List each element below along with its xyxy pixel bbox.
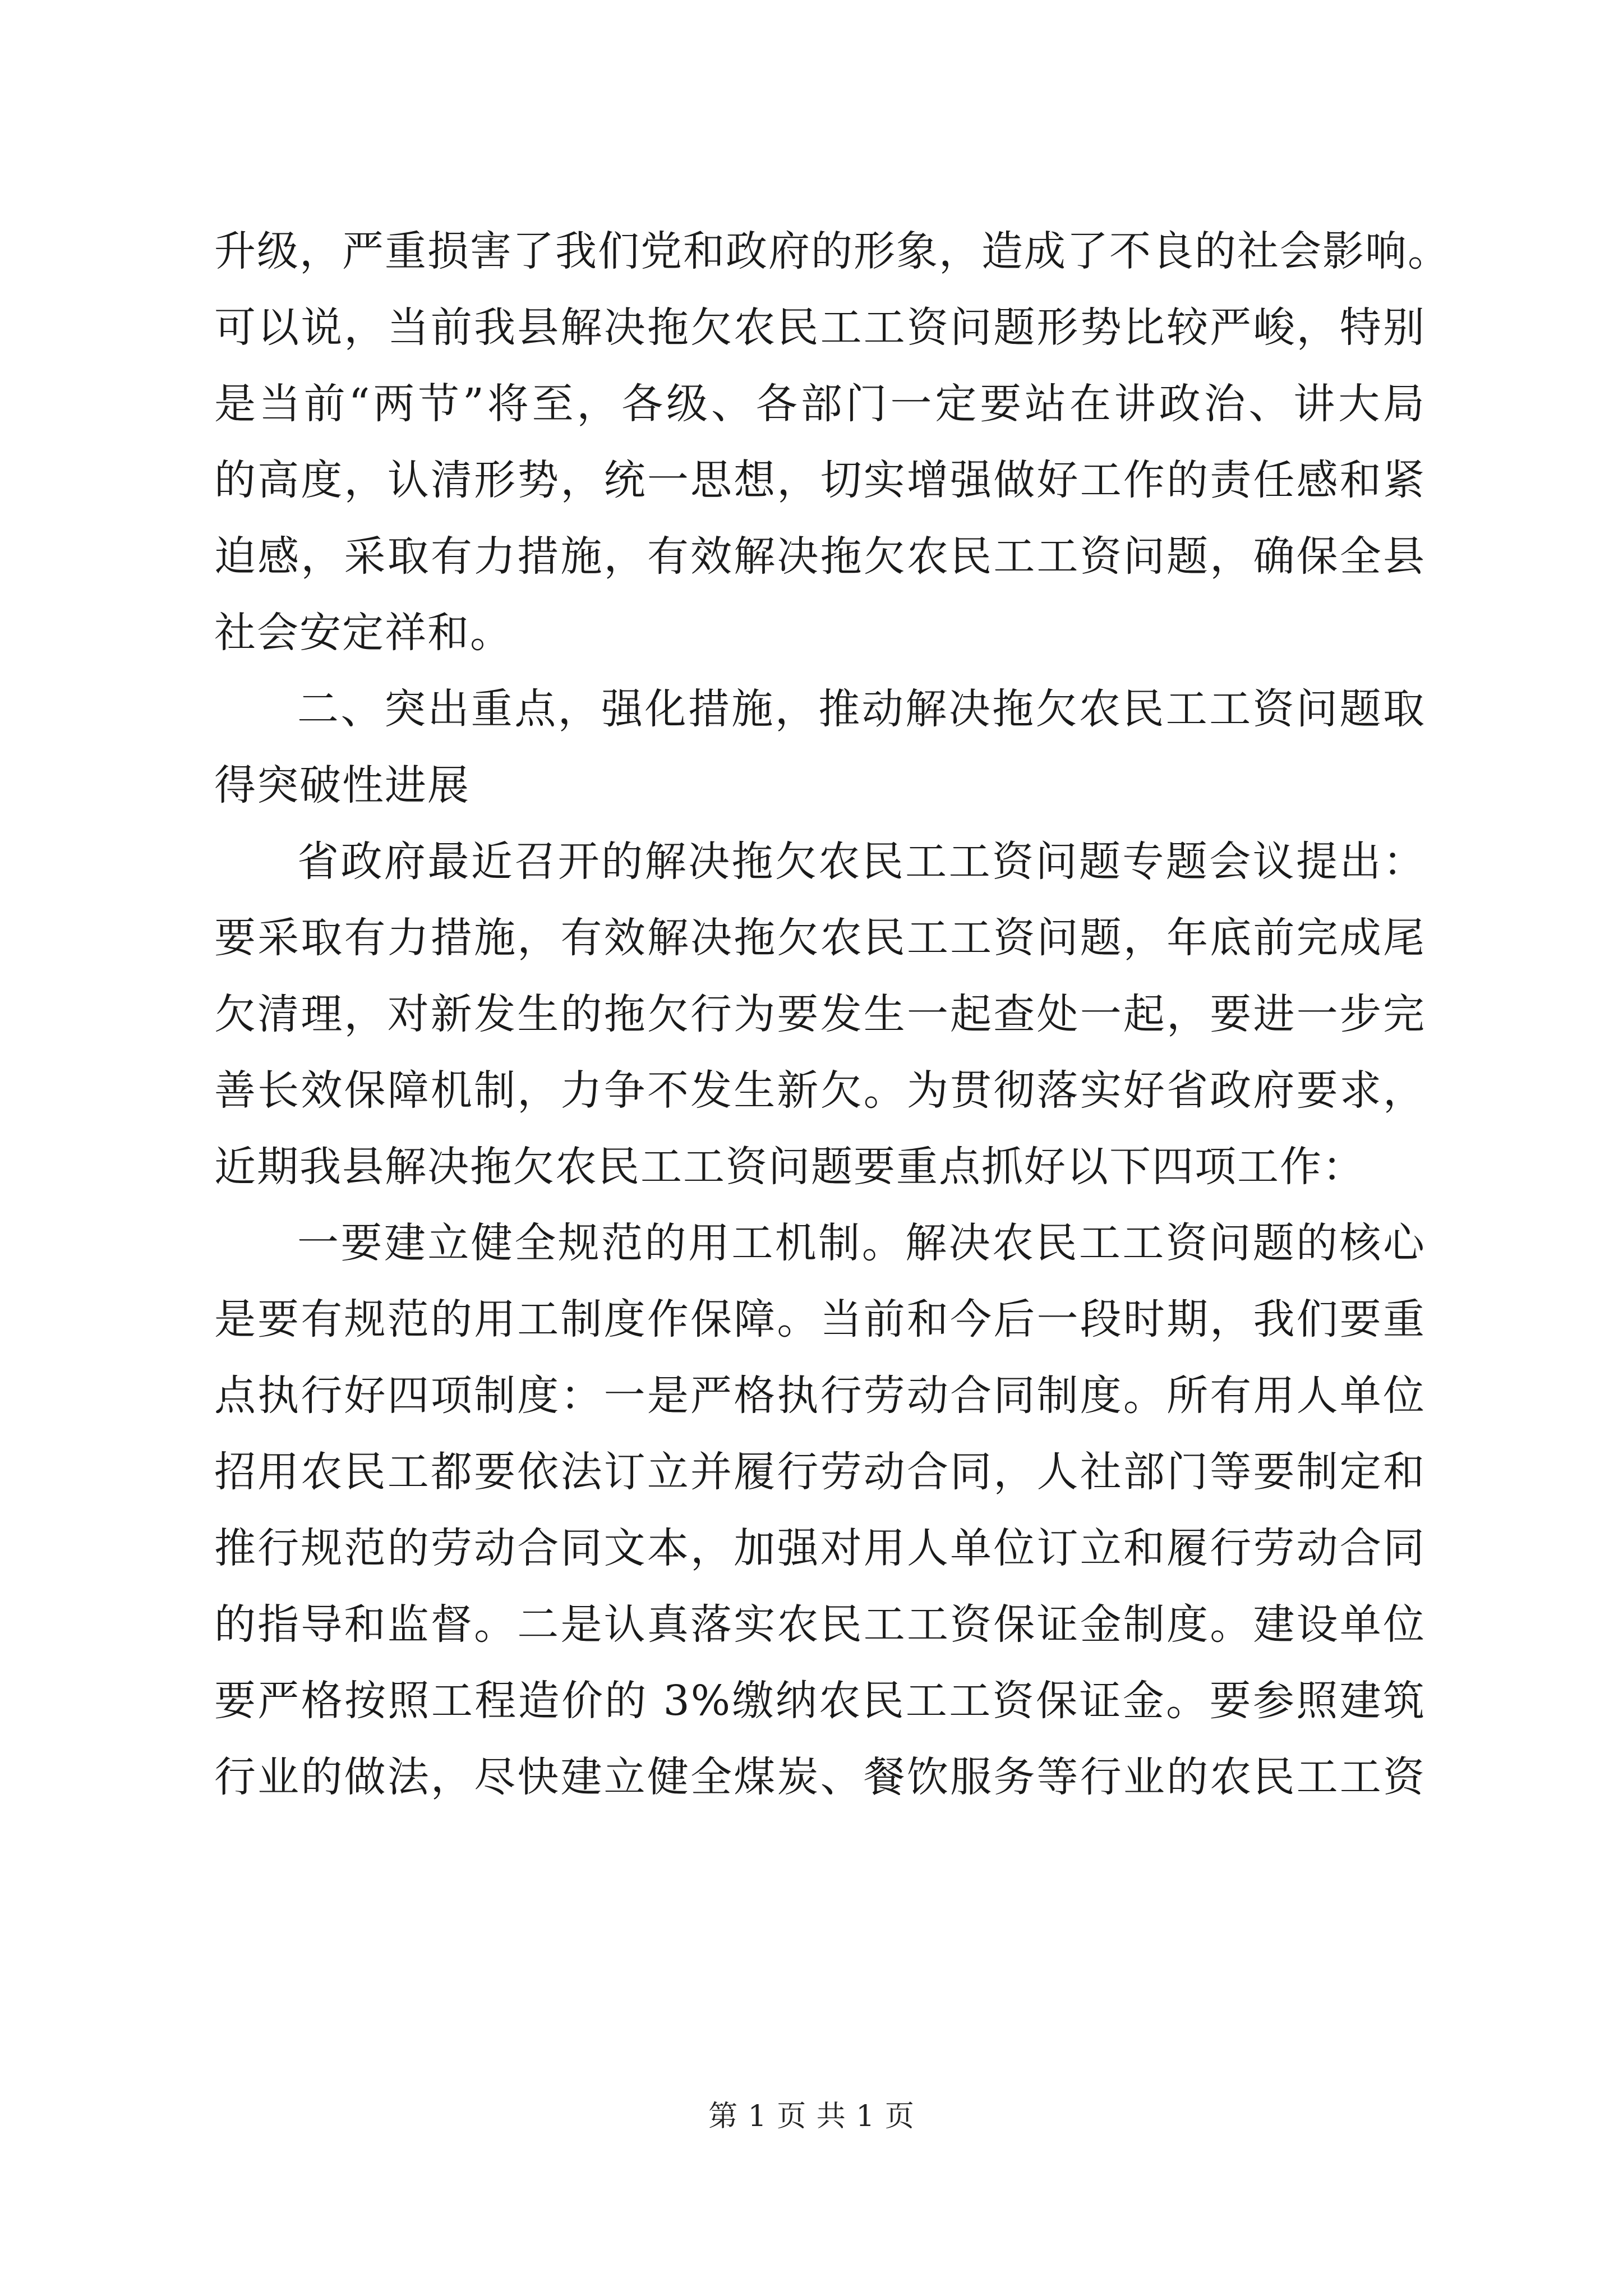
text-line: 是要有规范的用工制度作保障。当前和今后一段时期，我们要重	[214, 1295, 1426, 1343]
text-line: 一要建立健全规范的用工机制。解决农民工工资问题的核心	[297, 1219, 1426, 1267]
text-line: 招用农民工都要依法订立并履行劳动合同，人社部门等要制定和	[214, 1448, 1426, 1496]
text-line: 的高度，认清形势，统一思想，切实增强做好工作的责任感和紧	[214, 456, 1426, 504]
text-line: 要严格按照工程造价的 3%缴纳农民工工资保证金。要参照建筑	[214, 1677, 1426, 1725]
text-line: 近期我县解决拖欠农民工工资问题要重点抓好以下四项工作：	[214, 1143, 1365, 1191]
text-line: 欠清理，对新发生的拖欠行为要发生一起查处一起，要进一步完	[214, 990, 1426, 1038]
text-line: 迫感，采取有力措施，有效解决拖欠农民工工资问题，确保全县	[214, 532, 1426, 581]
document-body	[214, 213, 1450, 1815]
text-line: 是当前“两节”将至，各级、各部门一定要站在讲政治、讲大局	[214, 380, 1426, 428]
text-line: 要采取有力措施，有效解决拖欠农民工工资问题，年底前完成尾	[214, 914, 1426, 962]
text-line: 二、突出重点，强化措施，推动解决拖欠农民工工资问题取	[297, 685, 1426, 733]
page-footer: 第 1 页 共 1 页	[708, 2100, 915, 2133]
text-line: 的指导和监督。二是认真落实农民工工资保证金制度。建设单位	[214, 1600, 1426, 1649]
text-line: 升级，严重损害了我们党和政府的形象，造成了不良的社会影响。	[214, 227, 1450, 275]
text-line: 善长效保障机制，力争不发生新欠。为贯彻落实好省政府要求，	[214, 1066, 1426, 1115]
text-line: 行业的做法，尽快建立健全煤炭、餐饮服务等行业的农民工工资	[214, 1753, 1426, 1801]
text-line: 社会安定祥和。	[214, 609, 513, 657]
text-line: 推行规范的劳动合同文本，加强对用人单位订立和履行劳动合同	[214, 1524, 1426, 1572]
text-line: 点执行好四项制度：一是严格执行劳动合同制度。所有用人单位	[214, 1372, 1426, 1420]
text-line: 省政府最近召开的解决拖欠农民工工资问题专题会议提出：	[297, 838, 1426, 886]
text-line: 得突破性进展	[214, 761, 470, 809]
text-line: 可以说，当前我县解决拖欠农民工工资问题形势比较严峻，特别	[214, 303, 1426, 352]
